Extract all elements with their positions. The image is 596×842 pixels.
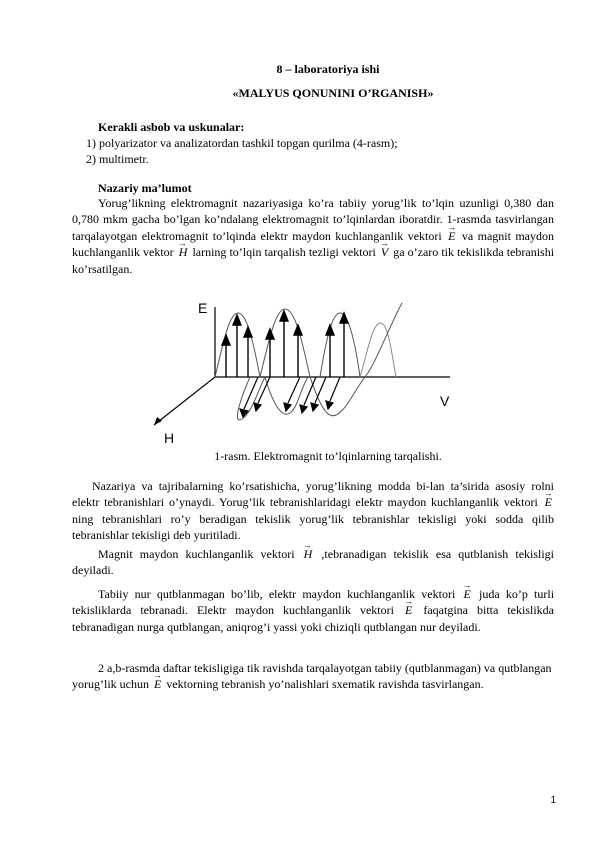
theory-paragraph-3: Magnit maydon kuchlanganlik vektori → H ,tebranadigan tekislik esa qutblanish tekisligi deyiladi. [72, 546, 554, 579]
theory-paragraph-4: Tabiiy nur qutblanmagan bo’lib, elektr maydon kuchlanganlik vektori → E juda ko’p turli tekisliklarda tebranadi. Elektr maydon kuchlanganlik vektori → E faqatgina bitta tekislikda tebranadigan nurga qutblangan, aniqrog’i yassi yoki chiziqli qutblangan nur deyiladi. [72, 586, 554, 635]
vector-H-symbol: → H [177, 244, 190, 260]
equipment-item-2: 2) multimetr. [86, 152, 149, 166]
vector-E-symbol: → E [403, 602, 414, 618]
label-V: V [440, 393, 450, 409]
vector-E-symbol: → E [152, 676, 163, 692]
label-H: H [164, 430, 175, 445]
theory-paragraph-1: Yorug’likning elektromagnit nazariyasiga ko’ra tabiiy yorug’lik to’lqin uzunligi 0,380 dan 0,780 mkm gacha bo’lgan ko’ndalang elektromagnit to’lqinlardan iboratdir. 1-rasmda tasvirlangan tarqalayotgan elektromagnit to’lqinda elektr maydon kuchlanganlik vektori → E va magnit maydon kuchlanganlik vektor → H larning to’lqin tarqalish tezligi vektori → V ga o’zaro tik tekislikda tebranishi ko’rsatilgan. [72, 195, 554, 277]
lab-title: 8 – laboratoriya ishi [276, 62, 380, 76]
vector-V-symbol: → V [379, 244, 390, 260]
figure-caption: 1-rasm. Elektromagnit to’lqinlarning tarqalishi. [214, 449, 442, 463]
vector-E-symbol: → E [446, 228, 457, 244]
theory-paragraph-2: Nazariya va tajribalarning ko’rsatishicha, yorug’likning modda bi-lan ta’sirida asosiy rolni elektr tebranishlari o’ynaydi. Yorug’lik tebranishlaridagi elektr maydon kuchlanganlik vektori → E ning tebranishlari ro’y beradigan tekislik yorug’lik tebranishlar tekisligi yoki sodda qilib tebranishlar tekisligi deb yuritiladi. [72, 478, 554, 544]
h-field-wave [237, 303, 402, 420]
vector-H-symbol: → H [302, 546, 315, 562]
em-wave-figure [140, 295, 480, 445]
equipment-item-1: 1) polyarizator va analizatordan tashkil topgan qurilma (4-rasm); [86, 136, 398, 150]
page-number: 1 [550, 795, 556, 806]
vector-E-symbol: → E [543, 494, 554, 510]
label-E: E [198, 300, 208, 316]
theory-heading: Nazariy ma’lumot [98, 181, 192, 195]
equipment-heading: Kerakli asbob va uskunalar: [98, 120, 245, 134]
vector-E-symbol: → E [462, 586, 473, 602]
theory-paragraph-5: 2 a,b-rasmda daftar tekisligiga tik ravishda tarqalayotgan tabiiy (qutblanmagan) va qutblangan yorug’lik uchun → E vektorning tebranish yo’nalishlari sxematik ravishda tasvirlangan. [72, 660, 554, 693]
topic-title: «MALYUS QONUNINI O’RGANISH» [232, 86, 434, 100]
